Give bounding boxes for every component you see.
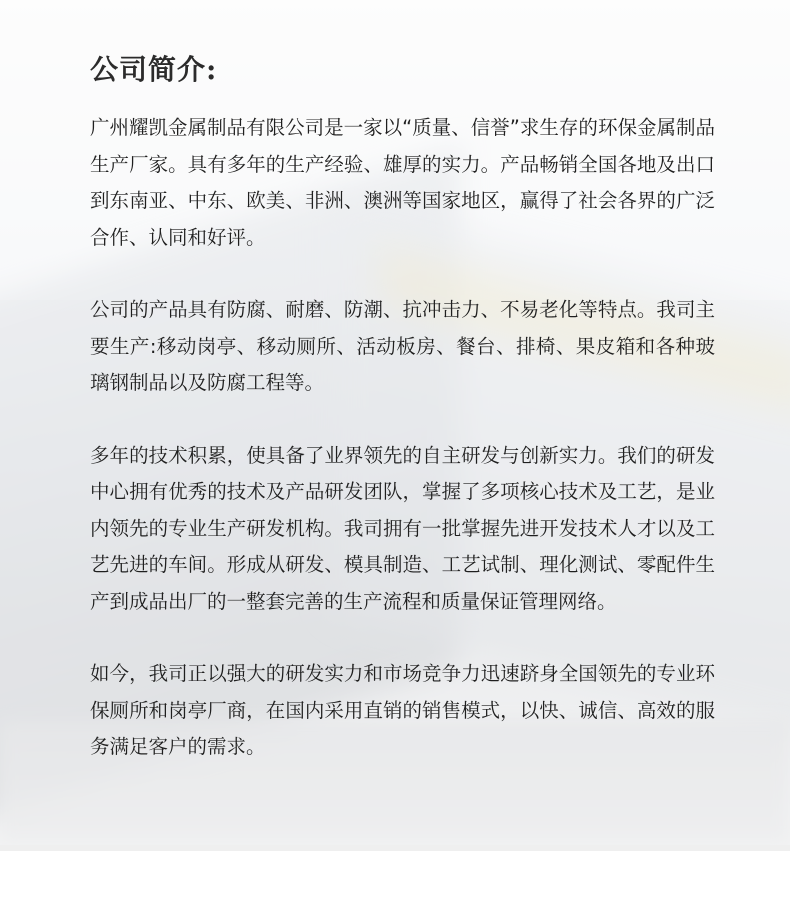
intro-paragraph-4: 如今，我司正以强大的研发实力和市场竞争力迅速跻身全国领先的专业环保厕所和岗亭厂商，在国内采用直销的销售模式，以快、诚信、高效的服务满足客户的需求。 [90,662,715,758]
intro-paragraph-3: 多年的技术积累，使具备了业界领先的自主研发与创新实力。我们的研发中心拥有优秀的技术及产品研发团队，掌握了多项核心技术及工艺，是业内领先的专业生产研发机构。我司拥有一批掌握先进开发技术人才以及工艺先进的车间。形成从研发、模具制造、工艺试制、理化测试、零配件生产到成品出厂的一整套完善的生产流程和质量保证管理网络。 [90,443,715,613]
bottom-divider [0,845,790,897]
intro-paragraph-1: 广州耀凯金属制品有限公司是一家以“质量、信誉”求生存的环保金属制品生产厂家。具有多年的生产经验、雄厚的实力。产品畅销全国各地及出口到东南亚、中东、欧美、非洲、澳洲等国家地区，赢得了社会各界的广泛合作、认同和好评。 [90,116,715,249]
section-title: 公司简介: [90,53,218,86]
company-intro [90,52,715,766]
intro-paragraph-2: 公司的产品具有防腐、耐磨、防潮、抗冲击力、不易老化等特点。我司主要生产:移动岗亭、移动厕所、活动板房、餐台、排椅、果皮箱和各种玻璃钢制品以及防腐工程等。 [90,298,715,394]
